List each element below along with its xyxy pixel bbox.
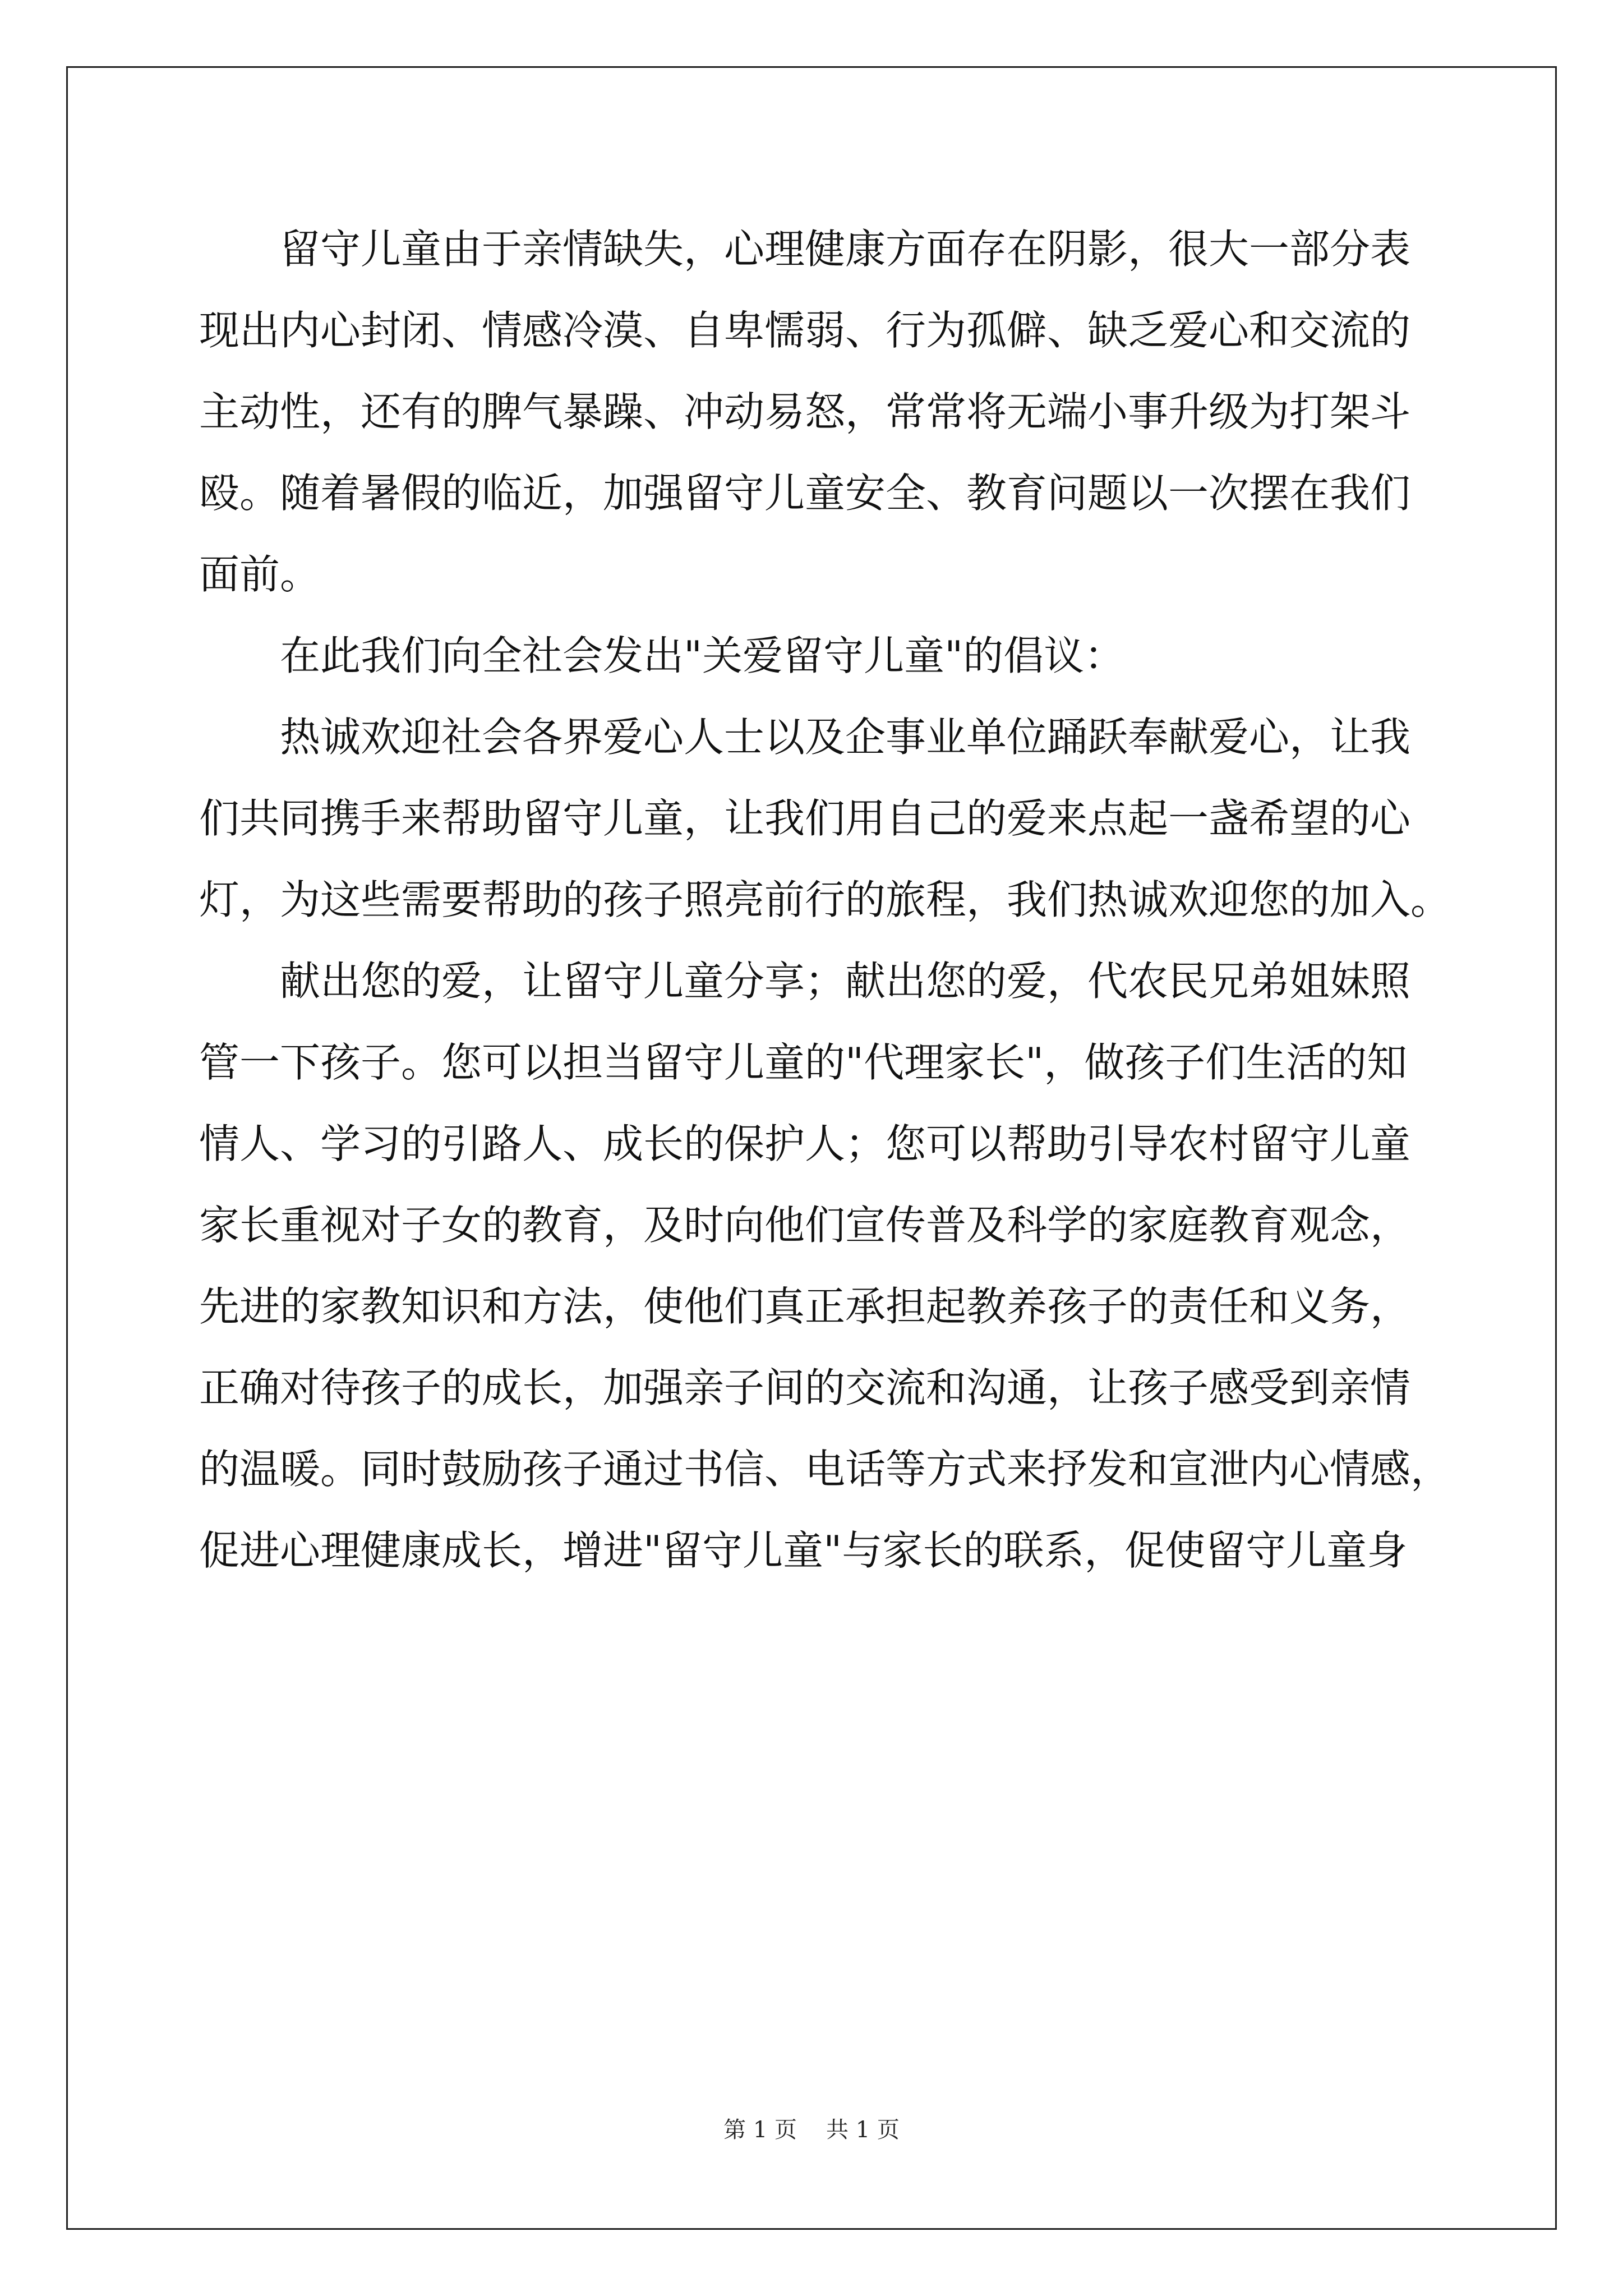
text-line: 的温暖。同时鼓励孩子通过书信、电话等方式来抒发和宣泄内心情感， [199,1446,1451,1493]
page-number: 第 1 页 [723,2117,797,2143]
text-line: 主动性，还有的脾气暴躁、冲动易怒，常常将无端小事升级为打架斗 [199,388,1411,435]
text-line: 面前。 [199,551,321,598]
page-footer [0,2112,1623,2144]
text-line: 热诚欢迎社会各界爱心人士以及企事业单位踊跃奉献爱心，让我 [280,714,1411,761]
text-line: 管一下孩子。您可以担当留守儿童的"代理家长"，做孩子们生活的知 [199,1039,1408,1086]
text-line: 留守儿童由于亲情缺失，心理健康方面存在阴影，很大一部分表 [280,226,1411,273]
page-total: 共 1 页 [826,2117,900,2143]
text-line: 家长重视对子女的教育，及时向他们宣传普及科学的家庭教育观念， [199,1202,1411,1249]
text-line: 现出内心封闭、情感冷漠、自卑懦弱、行为孤僻、缺乏爱心和交流的 [199,307,1411,354]
text-line: 促进心理健康成长，增进"留守儿童"与家长的联系，促使留守儿童身 [199,1527,1408,1574]
text-line: 正确对待孩子的成长，加强亲子间的交流和沟通，让孩子感受到亲情 [199,1364,1411,1411]
text-line: 献出您的爱，让留守儿童分享；献出您的爱，代农民兄弟姐妹照 [280,958,1411,1005]
text-line: 在此我们向全社会发出"关爱留守儿童"的倡议： [280,632,1125,679]
text-line: 们共同携手来帮助留守儿童，让我们用自己的爱来点起一盏希望的心 [199,795,1411,842]
text-line: 灯，为这些需要帮助的孩子照亮前行的旅程，我们热诚欢迎您的加入。 [199,876,1451,923]
document-body [199,209,1451,1591]
text-line: 先进的家教知识和方法，使他们真正承担起教养孩子的责任和义务， [199,1283,1411,1330]
text-line: 情人、学习的引路人、成长的保护人；您可以帮助引导农村留守儿童 [199,1120,1411,1167]
text-line: 殴。随着暑假的临近，加强留守儿童安全、教育问题以一次摆在我们 [199,470,1411,517]
